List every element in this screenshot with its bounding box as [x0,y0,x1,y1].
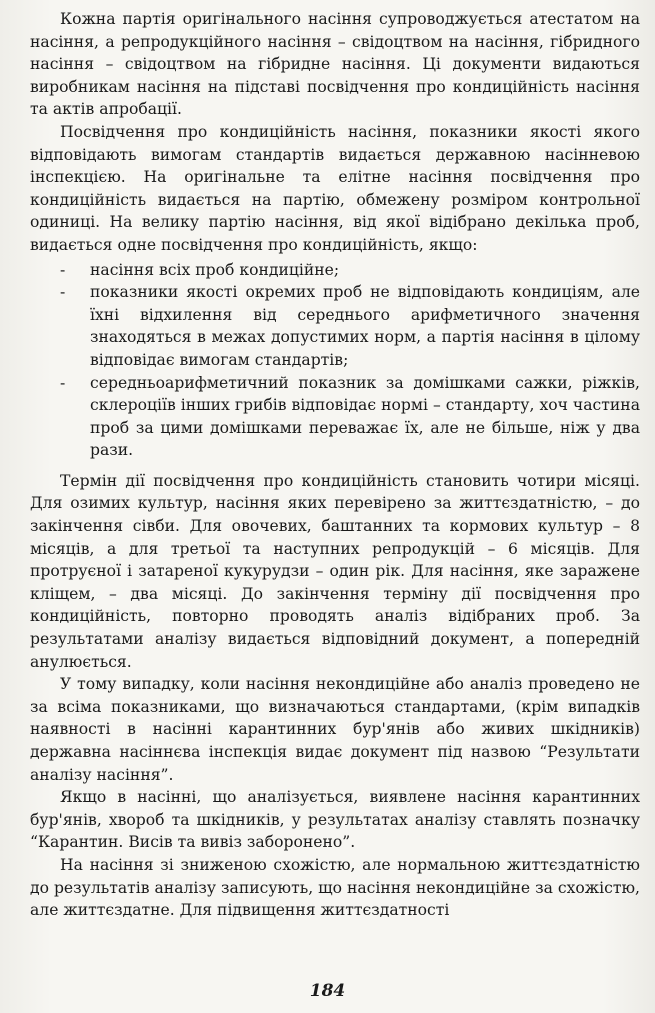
paragraph-quarantine: Якщо в насінні, що аналізується, виявлене насіння карантинних бур'янів, хвороб та шкідників, у результатах аналізу ставлять позначку “Карантин. Висів та вивіз заборонено”. [30,788,640,852]
page-number: 184 [309,981,346,1001]
list-item: - середньоарифметичний показник за домішками сажки, ріжків, склероціїв інших грибів відповідає нормі – стандарту, хоч частина проб за цими домішками переважає їх, але не більше, ніж у два рази. [90,372,640,462]
conditions-list [30,259,640,462]
paragraph-certificates: Кожна партія оригінального насіння супроводжується атестатом на насіння, а репродукційного насіння – свідоцтвом на насіння, гібридного насіння – свідоцтвом на гібридне насіння. Ці документи видаються виробникам насіння на підставі посвідчення про кондиційність насіння та актів апробації. [30,10,640,119]
paragraph-conditionality-certificate: Посвідчення про кондиційність насіння, показники якості якого відповідають вимогам стандартів видається державною насінневою інспекцією. На оригінальне та елітне насіння посвідчення про кондиційність видається на партію, обмежену розміром контрольної одиниці. На велику партію насіння, від якої відібрано декілька проб, видається одне посвідчення про кондиційність, якщо: [30,122,640,254]
page-body-text [30,8,640,922]
paragraph-germination: На насіння зі зниженою схожістю, але нормальною життєздатністю до результатів аналізу записують, що насіння некондиційне за схожістю, але життєздатне. Для підвищення життєздатності [30,855,640,920]
paragraph-non-conditional: У тому випадку, коли насіння некондиційне або аналіз проведено не за всіма показниками, що визначаються стандартами, (крім випадків наявності в насінні карантинних бур'янів або живих шкідників) державна насіннєва інспекція видає документ під назвою “Результати аналізу насіння”. [30,675,640,784]
list-item: - показники якості окремих проб не відповідають кондиціям, але їхні відхилення від середнього арифметичного значення знаходяться в межах допустимих норм, а партія насіння в цілому відповідає вимогам стандартів; [90,281,640,371]
list-item: - насіння всіх проб кондиційне; [90,259,640,282]
paragraph-validity-term: Термін дії посвідчення про кондиційність становить чотири місяці. Для озимих культур, насіння яких перевірено за життєздатністю, – до закінчення сівби. Для овочевих, баштанних та кормових культур – 8 місяців, а для третьої та наступних репродукцій – 6 місяців. Для протруєної і затареної кукурудзи – один рік. Для насіння, яке заражене кліщем, – два місяці. До закінчення терміну дії посвідчення про кондиційність, повторно проводять аналіз відібраних проб. За результатами аналізу видається відповідний документ, а попередній анулюється. [30,471,640,671]
